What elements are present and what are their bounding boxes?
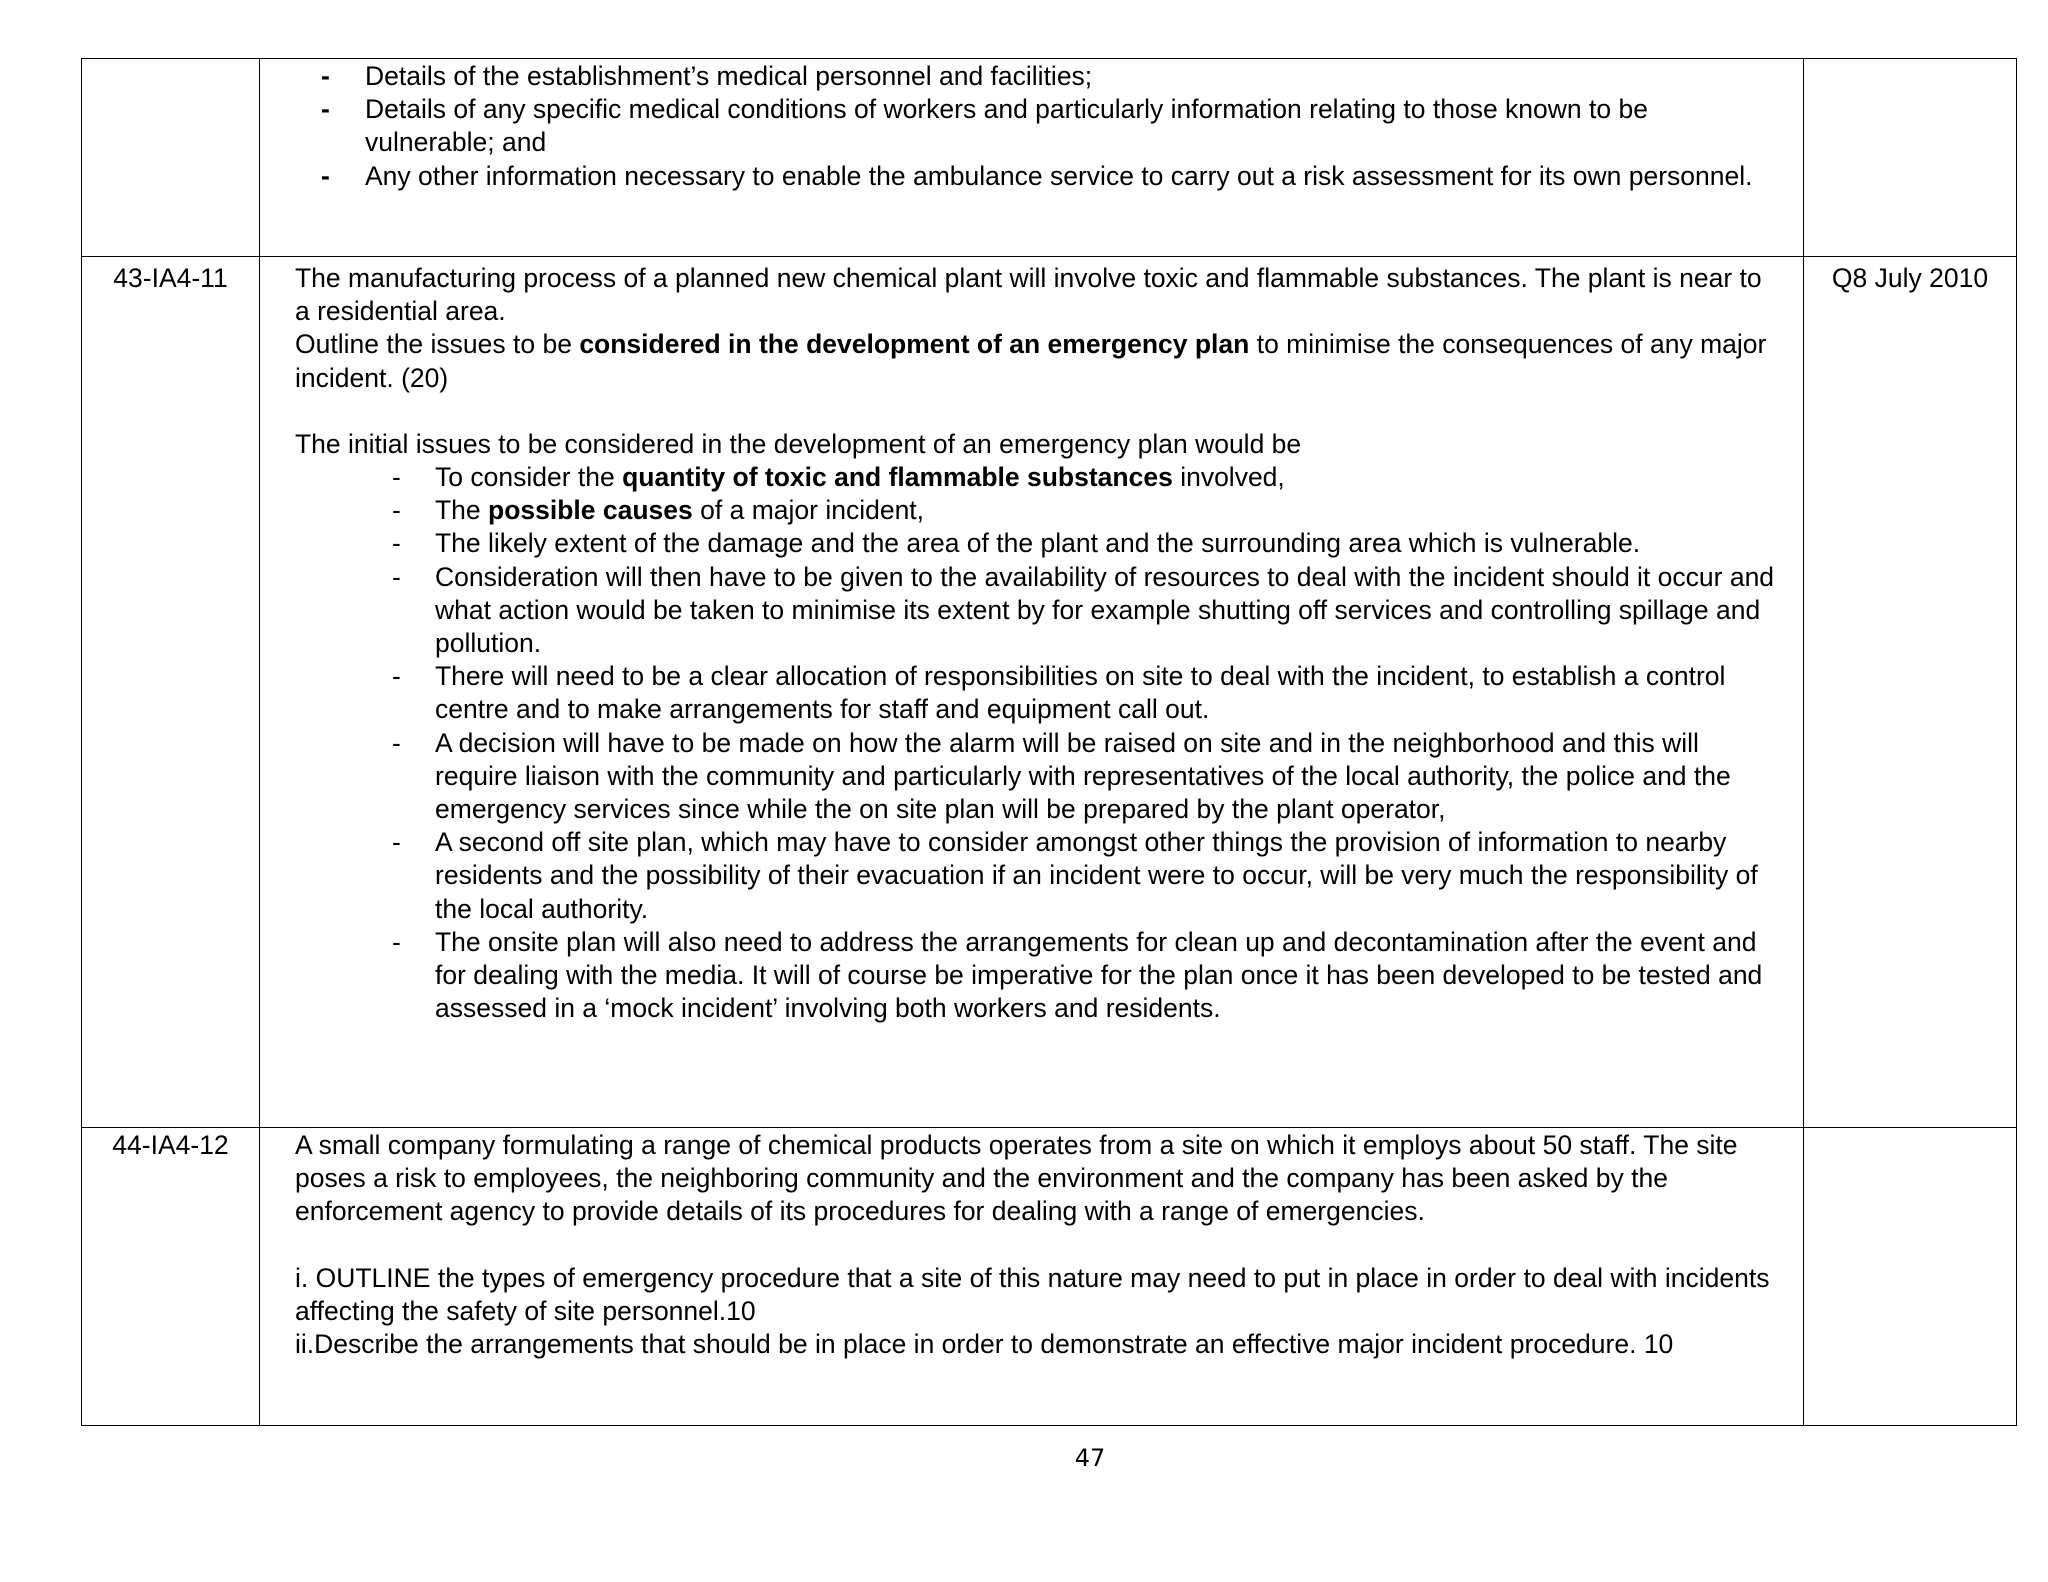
list-item-pre: The: [435, 495, 489, 526]
answer-intro: The initial issues to be considered in the development of an emergency plan would be: [295, 428, 1302, 459]
table-row-43: [82, 257, 2017, 1128]
list-item-post: involved,: [1172, 462, 1285, 493]
list-item: [295, 494, 1783, 527]
question-id-cell: [82, 59, 260, 257]
question-id: 44-IA4-12: [112, 1130, 229, 1160]
list-item-post: of a major incident,: [692, 495, 925, 526]
question-id-cell: [82, 257, 260, 1128]
question-part-i: i. OUTLINE the types of emergency procedure that a site of this nature may need to put in place in order to deal with incidents affecting the safety of site personnel.10: [295, 1262, 1770, 1326]
question-part-ii: ii.Describe the arrangements that should be in place in order to demonstrate an effective major incident procedure. 10: [295, 1329, 1674, 1360]
answer-list: [295, 461, 1783, 1025]
list-item: - Any other information necessary to enable the ambulance service to carry out a risk assessment for its own personnel.: [295, 160, 1783, 193]
question-instruction-post: to minimise the consequences of any major incident. (20): [295, 329, 1767, 393]
question-reference: Q8 July 2010: [1831, 263, 1989, 293]
question-body-cell: [260, 1128, 1804, 1426]
question-scenario: A small company formulating a range of chemical products operates from a site on which it employs about 50 staff. The site poses a risk to employees, the neighboring community and the environment and the company has been asked by the enforcement agency to provide details of its procedures for dealing with a range of emergencies.: [295, 1130, 1738, 1227]
list-item-bold: quantity of toxic and flammable substances: [622, 462, 1173, 493]
question-body-cell: [260, 257, 1804, 1128]
page-number: 47: [1074, 1444, 1106, 1472]
questions-table: [81, 58, 2017, 1426]
reference-cell: [1804, 257, 2017, 1128]
list-item: - Details of the establishment’s medical personnel and facilities;: [295, 60, 1783, 93]
list-item-pre: To consider the: [435, 462, 623, 493]
question-instruction: [295, 328, 1783, 394]
list-item: - Consideration will then have to be given to the availability of resources to deal with the incident should it occur and what action would be taken to minimise its extent by for example shutting off services and controlling spillage and pollution.: [295, 561, 1783, 661]
list-item: [295, 461, 1783, 494]
question-body-cell: [260, 59, 1804, 257]
list-item: - A decision will have to be made on how the alarm will be raised on site and in the neighborhood and this will require liaison with the community and particularly with representatives of the local authority, the police and the emergency services since while the on site plan will be prepared by the plant operator,: [295, 727, 1783, 827]
table-row-continuation: [82, 59, 2017, 257]
question-text: The manufacturing process of a planned new chemical plant will involve toxic and flammable substances. The plant is near to a residential area.: [295, 263, 1762, 327]
reference-cell: [1804, 1128, 2017, 1426]
question-reference: [1804, 1128, 2016, 1129]
list-item: - Details of any specific medical conditions of workers and particularly information relating to those known to be vulnerable; and: [295, 93, 1783, 159]
list-item-bold: possible causes: [488, 495, 693, 526]
continuation-list: [295, 60, 1783, 193]
reference-cell: [1804, 59, 2017, 257]
list-item: - The onsite plan will also need to address the arrangements for clean up and decontamination after the event and for dealing with the media. It will of course be imperative for the plan once it has been developed to be tested and assessed in a ‘mock incident’ involving both workers and residents.: [295, 926, 1783, 1026]
question-instruction-bold: considered in the development of an emergency plan: [579, 329, 1250, 360]
question-id-cell: [82, 1128, 260, 1426]
list-item: - The likely extent of the damage and the area of the plant and the surrounding area which is vulnerable.: [295, 527, 1783, 560]
table-row-44: [82, 1128, 2017, 1426]
list-item: - There will need to be a clear allocation of responsibilities on site to deal with the incident, to establish a control centre and to make arrangements for staff and equipment call out.: [295, 660, 1783, 726]
list-item: - A second off site plan, which may have to consider amongst other things the provision of information to nearby residents and the possibility of their evacuation if an incident were to occur, will be very much the responsibility of the local authority.: [295, 826, 1783, 926]
question-id: 43-IA4-11: [113, 263, 228, 293]
question-instruction-pre: Outline the issues to be: [295, 329, 580, 360]
